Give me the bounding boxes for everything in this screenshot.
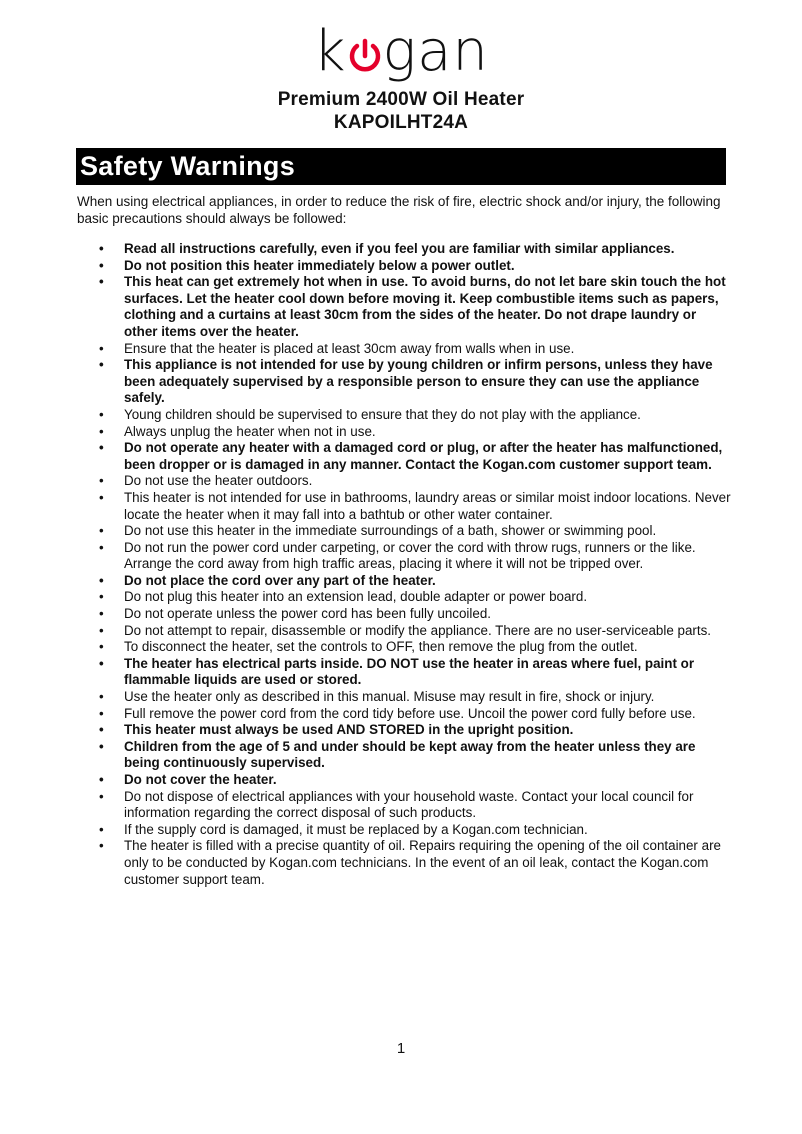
warnings-list	[0, 241, 802, 888]
bullet-icon: •	[99, 357, 104, 373]
warning-item	[0, 490, 802, 523]
bullet-icon: •	[99, 473, 104, 489]
warning-text: If the supply cord is damaged, it must be replaced by a Kogan.com technician.	[124, 821, 588, 837]
warning-text: This heater must always be used AND STORED in the upright position.	[124, 722, 574, 738]
warning-item	[0, 789, 802, 822]
bullet-icon: •	[99, 821, 104, 837]
bullet-icon: •	[99, 838, 104, 854]
warning-text: Do not plug this heater into an extension lead, double adapter or power board.	[124, 589, 588, 605]
warning-item	[0, 473, 802, 490]
warning-item	[0, 739, 802, 772]
bullet-icon: •	[99, 788, 104, 804]
warning-text: Do not use this heater in the immediate surroundings of a bath, shower or swimming pool.	[124, 523, 657, 539]
warning-text: This appliance is not intended for use by young children or infirm persons, unless they have been adequately supervised by a responsible person to ensure they can use the appliance safely.	[124, 357, 713, 406]
warning-item	[0, 722, 802, 739]
warning-text: Do not dispose of electrical appliances with your household waste. Contact your local council for information regarding the correct disposal of such products.	[124, 788, 694, 821]
warning-text: This heat can get extremely hot when in use. To avoid burns, do not let bare skin touch the hot surfaces. Let the heater cool down before moving it. Keep combustible items such as papers, clothing and a curtains at least 30cm from the sides of the heater. Do not drape laundry or other items over the heater.	[124, 274, 726, 339]
warning-item	[0, 589, 802, 606]
warning-item	[0, 706, 802, 723]
section-title: Safety Warnings	[80, 151, 296, 181]
power-icon	[347, 36, 383, 76]
warning-item	[0, 440, 802, 473]
bullet-icon: •	[99, 423, 104, 439]
warning-item	[0, 639, 802, 656]
bullet-icon: •	[99, 257, 104, 273]
warning-text: Read all instructions carefully, even if you feel you are familiar with similar appliances.	[124, 241, 675, 256]
bullet-icon: •	[99, 274, 104, 290]
warning-text: Do not operate any heater with a damaged cord or plug, or after the heater has malfunctioned, been dropper or is damaged in any manner. Contact the Kogan.com customer support team.	[124, 440, 723, 472]
bullet-icon: •	[99, 539, 104, 555]
warning-item	[0, 573, 802, 590]
warning-text: Do not attempt to repair, disassemble or modify the appliance. There are no user-serviceable parts.	[124, 622, 712, 638]
warning-item	[0, 838, 802, 888]
warning-text: Do not run the power cord under carpeting, or cover the cord with throw rugs, runners or the like. Arrange the cord away from high traffic areas, placing it where it will not be tripped over.	[124, 539, 696, 572]
warning-item	[0, 623, 802, 640]
bullet-icon: •	[99, 523, 104, 539]
warning-item	[0, 822, 802, 839]
bullet-icon: •	[99, 606, 104, 622]
bullet-icon: •	[99, 589, 104, 605]
warning-text: Young children should be supervised to ensure that they do not play with the appliance.	[124, 406, 641, 422]
warning-text: The heater is filled with a precise quantity of oil. Repairs requiring the opening of the oil container are only to be conducted by Kogan.com technicians. In the event of an oil leak, contact the Kogan.com customer support team.	[124, 838, 721, 887]
warning-text: Do not position this heater immediately below a power outlet.	[124, 257, 515, 273]
bullet-icon: •	[99, 622, 104, 638]
warning-text: Ensure that the heater is placed at least 30cm away from walls when in use.	[124, 340, 575, 356]
warning-item	[0, 540, 802, 573]
warning-item	[0, 341, 802, 358]
bullet-icon: •	[99, 572, 104, 588]
warning-item	[0, 772, 802, 789]
warning-item	[0, 407, 802, 424]
warning-text: This heater is not intended for use in bathrooms, laundry areas or similar moist indoor locations. Never locate the heater when it may fall into a bathtub or other water container.	[124, 489, 731, 522]
section-banner	[76, 148, 726, 185]
warning-text: To disconnect the heater, set the controls to OFF, then remove the plug from the outlet.	[124, 639, 638, 655]
intro-paragraph: When using electrical appliances, in order to reduce the risk of fire, electric shock and/or injury, the following basic precautions should always be followed:	[77, 194, 721, 226]
kogan-logo	[0, 19, 802, 84]
bullet-icon: •	[99, 489, 104, 505]
warning-item	[0, 241, 802, 258]
product-title: Premium 2400W Oil Heater	[277, 89, 525, 110]
page-number: 1	[396, 1040, 406, 1057]
warning-text: The heater has electrical parts inside. DO NOT use the heater in areas where fuel, paint or flammable liquids are used or stored.	[124, 655, 695, 688]
warning-text: Do not cover the heater.	[124, 772, 277, 787]
logo-text-end: gan	[382, 19, 489, 84]
warning-item	[0, 357, 802, 407]
bullet-icon: •	[99, 340, 104, 356]
bullet-icon: •	[99, 772, 104, 787]
warning-item	[0, 258, 802, 275]
logo-text-start: k	[313, 19, 347, 84]
warning-item	[0, 523, 802, 540]
bullet-icon: •	[99, 738, 104, 754]
warning-text: Do not use the heater outdoors.	[124, 473, 313, 489]
warning-text: Always unplug the heater when not in use.	[124, 423, 376, 439]
bullet-icon: •	[99, 440, 104, 456]
warning-item	[0, 689, 802, 706]
bullet-icon: •	[99, 705, 104, 721]
warning-item	[0, 424, 802, 441]
bullet-icon: •	[99, 655, 104, 671]
bullet-icon: •	[99, 689, 104, 705]
bullet-icon: •	[99, 722, 104, 738]
bullet-icon: •	[99, 241, 104, 256]
model-number: KAPOILHT24A	[333, 112, 469, 133]
warning-item	[0, 606, 802, 623]
warning-text: Do not place the cord over any part of the heater.	[124, 572, 436, 588]
warning-item	[0, 656, 802, 689]
warning-text: Full remove the power cord from the cord tidy before use. Uncoil the power cord fully before use.	[124, 705, 696, 721]
bullet-icon: •	[99, 639, 104, 655]
warning-text: Do not operate unless the power cord has been fully uncoiled.	[124, 606, 491, 622]
warning-text: Use the heater only as described in this manual. Misuse may result in fire, shock or injury.	[124, 689, 655, 705]
warning-item	[0, 274, 802, 340]
warning-text: Children from the age of 5 and under should be kept away from the heater unless they are being continuously supervised.	[124, 738, 696, 771]
bullet-icon: •	[99, 406, 104, 422]
